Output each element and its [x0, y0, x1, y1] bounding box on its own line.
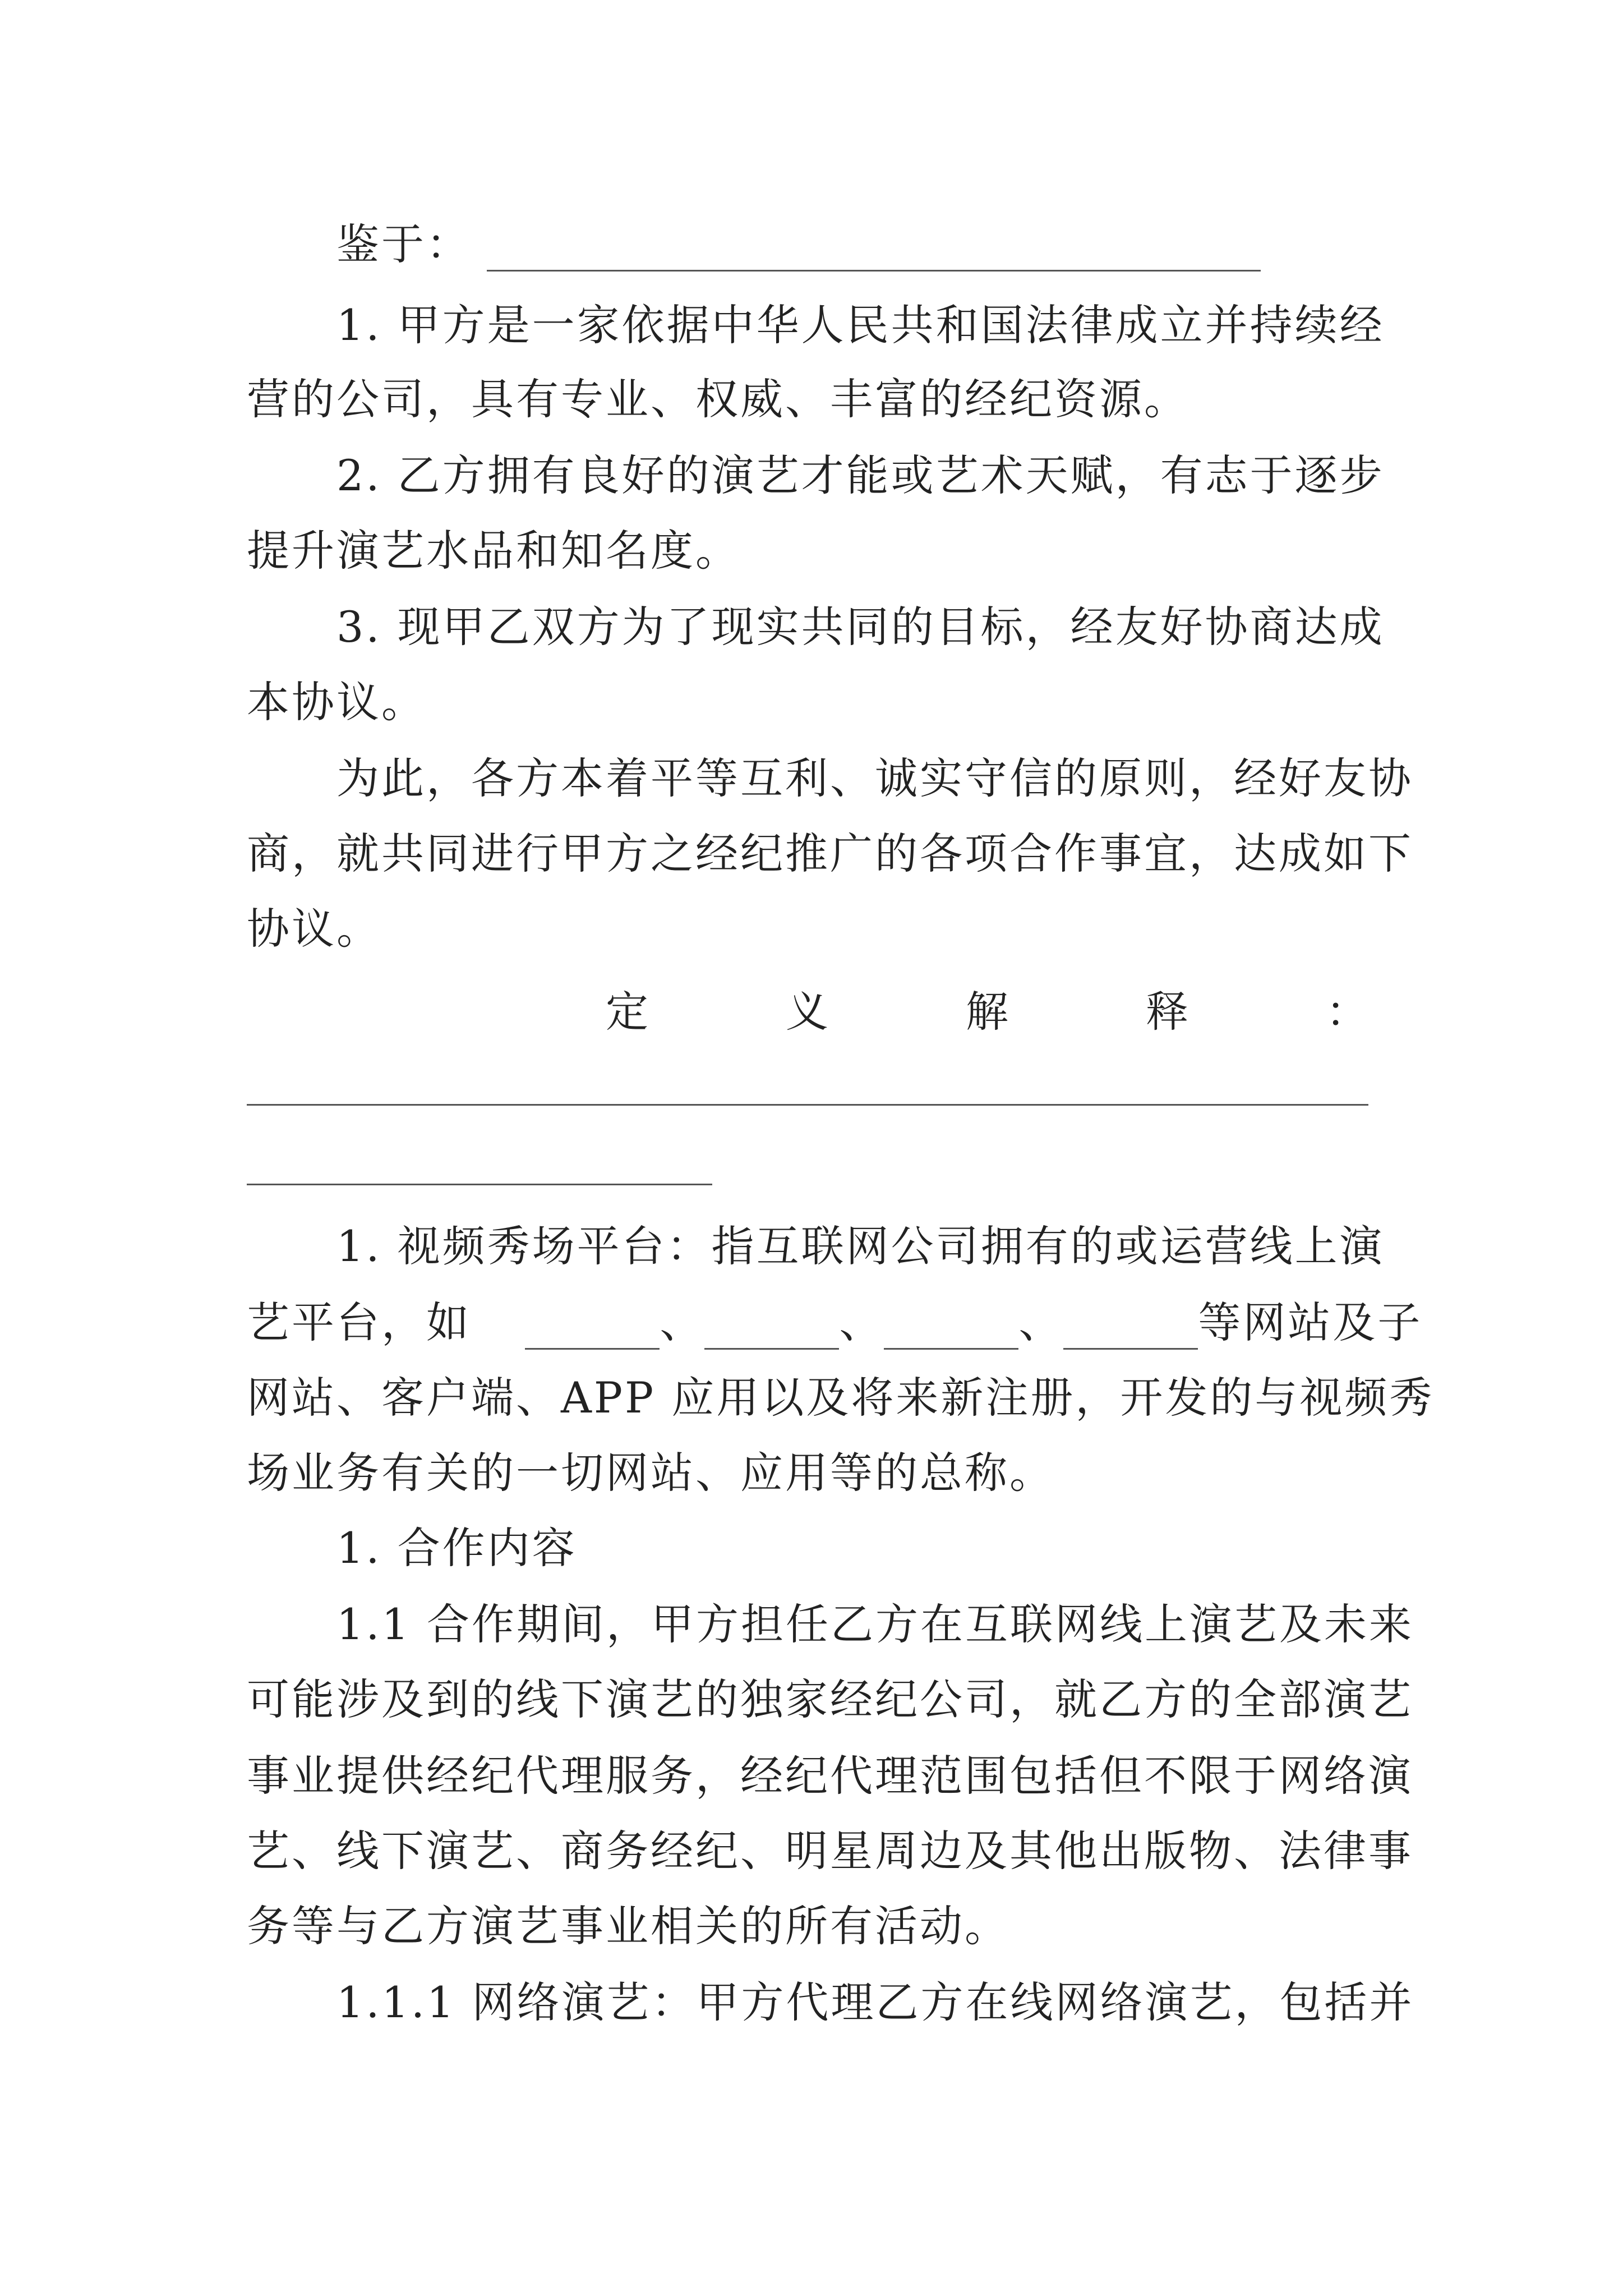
definition-1-line-2 — [247, 1296, 1423, 1350]
platform-blank-2 — [704, 1309, 839, 1350]
definition-1-suffix: 等网站及子 — [1198, 1297, 1423, 1347]
definition-1-line-1: 1. 视频秀场平台：指互联网公司拥有的或运营线上演 — [336, 1221, 1385, 1271]
preamble-blank — [487, 231, 1261, 272]
clause-1-1-line-1: 1.1 合作期间，甲方担任乙方在互联网线上演艺及未来 — [336, 1599, 1414, 1649]
preamble-line — [336, 218, 1391, 272]
platform-blank-3 — [884, 1309, 1018, 1350]
definitions-heading-char: ： — [1326, 987, 1368, 1037]
definitions-heading-char: 解 — [966, 987, 1008, 1037]
definitions-heading-char: 释 — [1146, 987, 1188, 1037]
definitions-heading — [606, 985, 1368, 1039]
section-1-heading: 1. 合作内容 — [336, 1523, 577, 1573]
definitions-rule-long — [247, 1104, 1368, 1106]
clause-1-1-line-4: 艺、线下演艺、商务经纪、明星周边及其他出版物、法律事 — [247, 1826, 1413, 1876]
definition-1-line-3: 网站、客户端、APP 应用以及将来新注册，开发的与视频秀 — [247, 1373, 1435, 1423]
clause-1-1-line-3: 事业提供经纪代理服务，经纪代理范围包括但不限于网络演 — [247, 1751, 1413, 1801]
recital-2-line-1: 2. 乙方拥有良好的演艺才能或艺术天赋，有志于逐步 — [336, 450, 1385, 500]
definitions-heading-char: 义 — [786, 987, 828, 1037]
platform-blank-4 — [1063, 1309, 1198, 1350]
platform-separator: 、 — [1018, 1297, 1064, 1347]
definition-1-line-4: 场业务有关的一切网站、应用等的总称。 — [247, 1448, 1054, 1498]
recital-1-line-2: 营的公司，具有专业、权威、丰富的经纪资源。 — [247, 374, 1189, 424]
platform-blank-1 — [525, 1309, 660, 1350]
clause-1-1-1-line-1: 1.1.1 网络演艺：甲方代理乙方在线网络演艺，包括并 — [336, 1977, 1414, 2027]
purpose-line-2: 商，就共同进行甲方之经纪推广的各项合作事宜，达成如下 — [247, 829, 1413, 878]
recital-3-line-1: 3. 现甲乙双方为了现实共同的目标，经友好协商达成 — [336, 602, 1385, 652]
recital-3-line-2: 本协议。 — [247, 677, 426, 727]
definition-1-prefix: 艺平台，如 — [247, 1297, 471, 1347]
recital-2-line-2: 提升演艺水品和知名度。 — [247, 526, 740, 576]
recital-1-line-1: 1. 甲方是一家依据中华人民共和国法律成立并持续经 — [336, 300, 1385, 350]
platform-separator: 、 — [660, 1297, 705, 1347]
purpose-line-1: 为此，各方本着平等互利、诚实守信的原则，经好友协 — [336, 753, 1413, 803]
preamble-label: 鉴于： — [336, 219, 471, 269]
definitions-heading-char: 定 — [606, 987, 648, 1037]
purpose-line-3: 协议。 — [247, 904, 381, 954]
platform-separator: 、 — [839, 1297, 884, 1347]
clause-1-1-line-5: 务等与乙方演艺事业相关的所有活动。 — [247, 1901, 1009, 1951]
clause-1-1-line-2: 可能涉及到的线下演艺的独家经纪公司，就乙方的全部演艺 — [247, 1674, 1413, 1724]
definitions-rule-short — [247, 1184, 712, 1185]
